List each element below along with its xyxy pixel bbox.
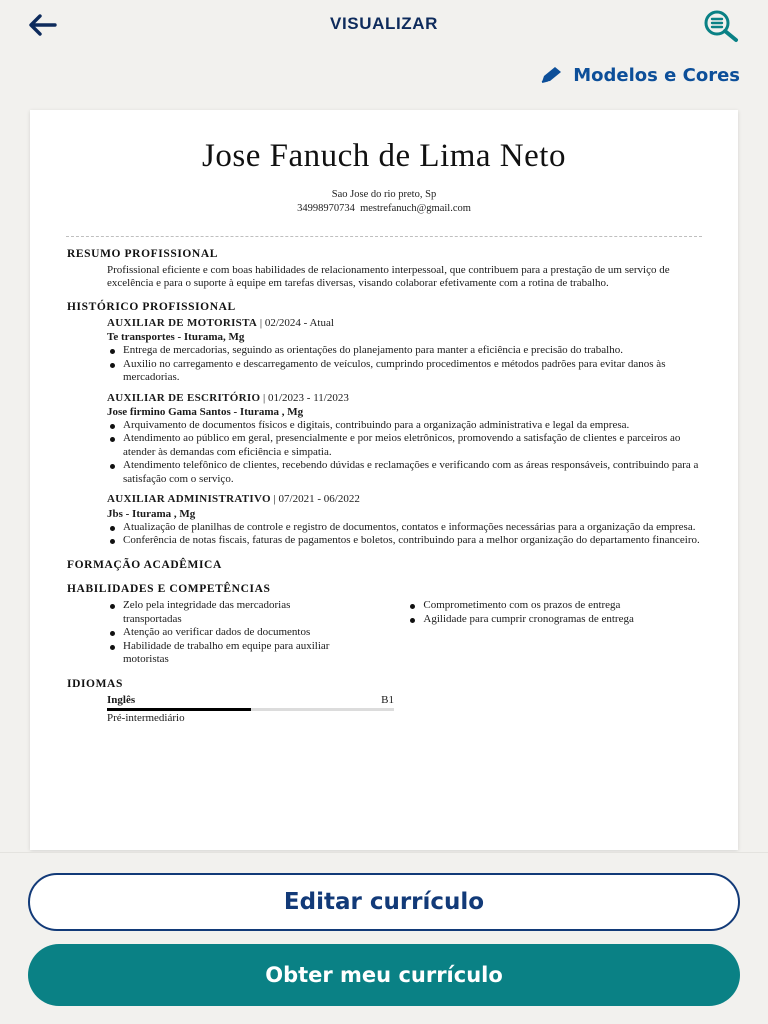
models-and-colors-link[interactable] [539,62,740,88]
top-bar [0,0,768,52]
education-title: FORMAÇÃO ACADÊMICA [67,559,222,572]
get-resume-button[interactable]: Obter meu currículo [28,944,740,1006]
edit-resume-button[interactable]: Editar currículo [28,873,740,931]
list-item: Habilidade de trabalho em equipe para auxiliar motoristas [107,640,407,667]
skills-column-2 [407,599,700,666]
language-name: Inglês [107,694,136,707]
summary-text: Profissional eficiente e com boas habilidades de relacionamento interpessoal, que contribuem para a prestação de um serviço de excelência e para o suporte à equipe em tarefas diversas, visando colaborar efetivamente com a rotina de trabalho. [107,264,670,290]
job-entry [67,317,700,385]
job-role: AUXILIAR DE ESCRITÓRIO [107,391,261,404]
zoom-search-icon [703,9,741,43]
job-period: | 02/2024 - Atual [257,316,334,329]
language-row [107,694,394,706]
resume-divider [66,236,702,237]
resume-contact [30,188,738,216]
job-entry [67,493,700,547]
job-header [107,392,700,406]
resume-phone-email [30,202,738,216]
list-item: Atendimento telefônico de clientes, recebendo dúvidas e reclamações e verificando com as áreas responsáveis, contribuindo para a satisfação com o serviço. [107,459,700,486]
history-section [67,301,700,548]
bottom-actions [0,852,768,1024]
language-code: B1 [381,694,394,707]
list-item: Entrega de mercadorias, seguindo as orientações do planejamento para manter a eficiência e precisão do trabalho. [107,344,700,357]
skills-section [67,583,700,666]
language-item [67,694,700,724]
resume-email: mestrefanuch@gmail.com [360,203,471,214]
list-item: Comprometimento com os prazos de entrega [407,599,700,612]
language-level-fill [107,708,251,711]
history-title: HISTÓRICO PROFISSIONAL [67,300,236,313]
list-item: Agilidade para cumprir cronogramas de entrega [407,613,700,626]
skills-column-1 [107,599,407,666]
job-company: Jose firmino Gama Santos - Iturama , Mg [107,406,304,419]
job-company: Jbs - Iturama , Mg [107,507,196,520]
resume-preview[interactable] [30,110,738,850]
list-item: Atendimento ao público em geral, presencialmente e por meios eletrônicos, promovendo a satisfação de clientes e parceiros ao atender às demandas com eficiência e simpatia. [107,432,700,459]
resume-body [67,248,700,732]
language-level: Pré-intermediário [107,712,185,725]
job-period: | 01/2023 - 11/2023 [260,391,349,404]
skills-columns [67,599,700,666]
list-item: Zelo pela integridade das mercadorias transportadas [107,599,407,626]
summary-section [67,248,700,291]
resume-location: Sao Jose do rio preto, Sp [331,189,437,200]
languages-section [67,678,700,724]
list-item: Arquivamento de documentos físicos e digitais, contribuindo para a organização administrativa e legal da empresa. [107,419,700,432]
list-item: Atenção ao verificar dados de documentos [107,626,407,639]
pencil-icon [539,65,565,85]
job-company: Te transportes - Iturama, Mg [107,331,245,344]
summary-title: RESUMO PROFISSIONAL [67,248,219,260]
job-header [107,317,700,331]
page-title: VISUALIZAR [330,14,438,33]
language-level-bar [107,708,394,711]
skills-title: HABILIDADES E COMPETÊNCIAS [67,583,271,596]
education-section [67,559,700,571]
languages-title: IDIOMAS [67,678,123,691]
list-item: Atualização de planilhas de controle e registro de documentos, contatos e informações necessárias para a organização da empresa. [107,521,700,534]
list-item: Auxilio no carregamento e descarregamento de veículos, cumprindo procedimentos e métodos padrões para evitar danos às mercadorias. [107,358,700,385]
list-item: Conferência de notas fiscais, faturas de pagamentos e boletos, contribuindo para a melhor organização do departamento financeiro. [107,534,700,547]
job-period: | 07/2021 - 06/2022 [270,493,360,506]
job-entry [67,392,700,487]
job-role: AUXILIAR DE MOTORISTA [107,316,258,329]
resume-phone: 34998970734 [297,203,355,214]
job-bullets [107,521,700,548]
job-header [107,493,700,507]
models-link-label: Modelos e Cores [573,64,740,86]
resume-name: Jose Fanuch de Lima Neto [202,138,566,174]
job-bullets [107,419,700,486]
job-bullets [107,344,700,384]
zoom-button[interactable] [700,8,744,44]
job-role: AUXILIAR ADMINISTRATIVO [107,493,271,506]
